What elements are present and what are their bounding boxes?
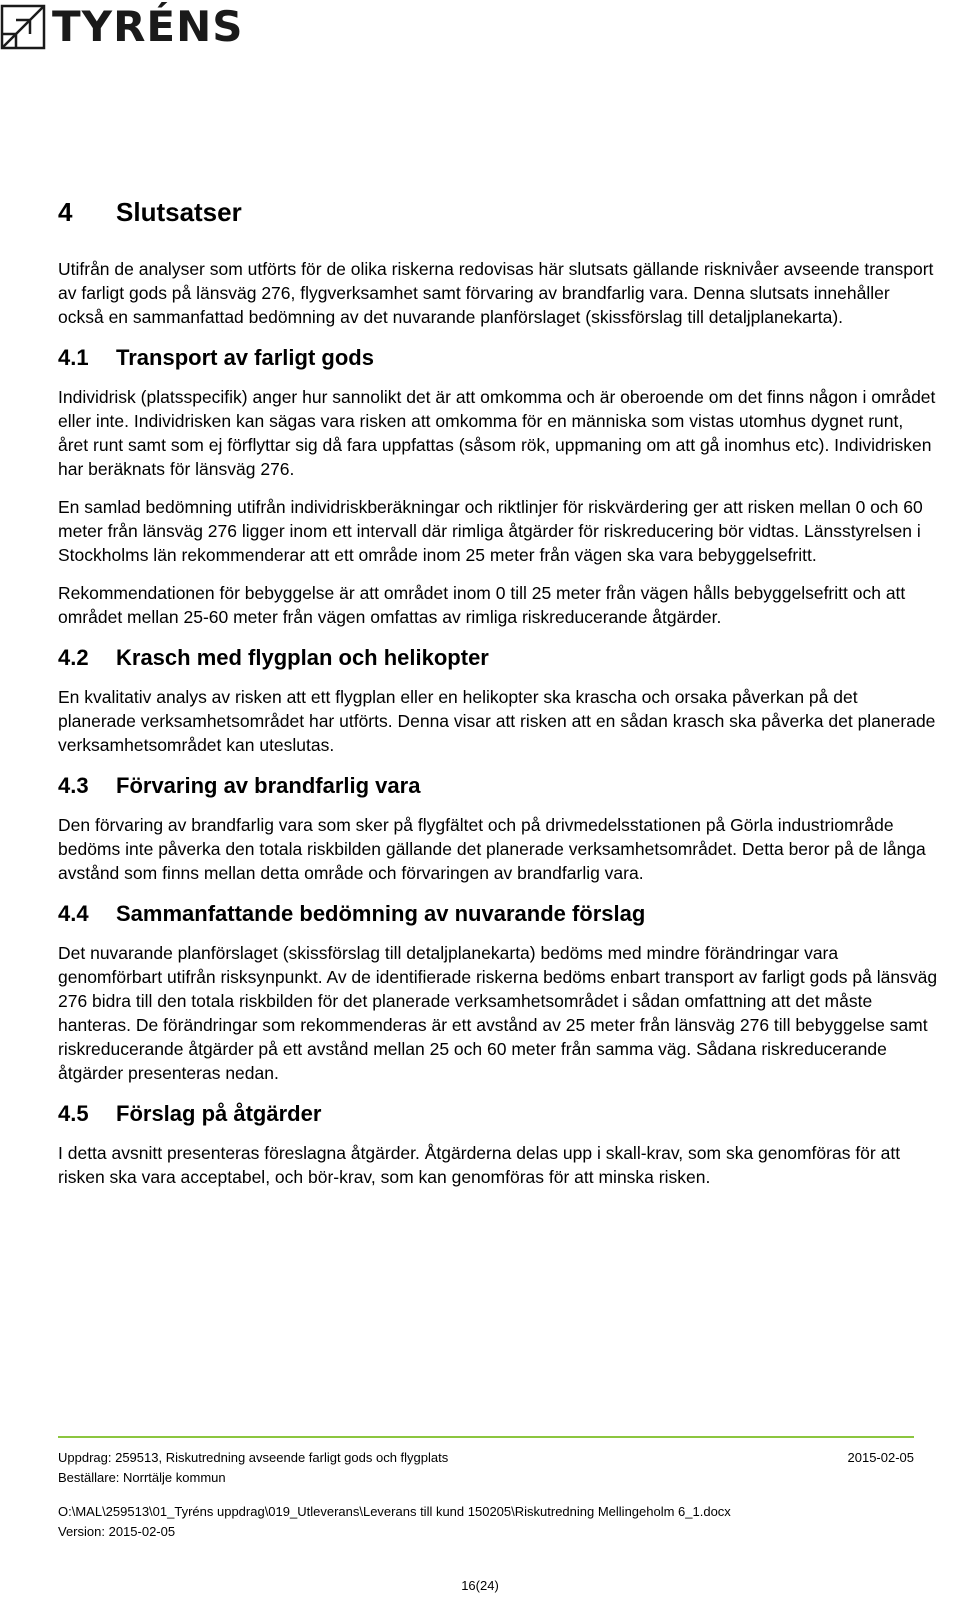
paragraph: Individrisk (platsspecifik) anger hur sannolikt det är att omkomma och är oberoende om det finns någon i området eller inte. Individrisken kan sägas vara risken att omkomma för en människa som vistas utomhus dygnet runt, året runt samt som ej förflyttar sig då fara uppfattas (såsom rök, uppmaning om att gå inomhus etc). Individrisken har beräknats för länsväg 276.: [58, 387, 936, 479]
footer-date: 2015-02-05: [847, 1450, 914, 1465]
paragraph: En kvalitativ analys av risken att ett flygplan eller en helikopter ska krascha och orsaka påverkan på det planerade verksamhetsområdet har utförts. Denna visar att risken att en sådan krasch ska påverka det planerade verksamhetsområdet kan uteslutas.: [58, 687, 936, 755]
page-number: 16(24): [461, 1578, 499, 1593]
document-body: [58, 195, 938, 1203]
section-number: 4.4: [58, 901, 89, 926]
section-heading: [58, 771, 938, 801]
footer-version: Version: 2015-02-05: [58, 1524, 176, 1539]
section-heading: [58, 343, 938, 373]
footer-divider: [58, 1436, 914, 1438]
logo-wordmark: TYRÉNS: [52, 2, 244, 51]
chapter-number: 4: [58, 197, 73, 227]
section-title: Förvaring av brandfarlig vara: [116, 773, 421, 798]
section-4-4: [58, 899, 938, 1085]
footer-client: Beställare: Norrtälje kommun: [58, 1470, 226, 1485]
footer-file-path: O:\MAL\259513\01_Tyréns uppdrag\019_Utleverans\Leverans till kund 150205\Riskutredning Mellingeholm 6_1.docx: [58, 1504, 731, 1519]
chapter-title: Slutsatser: [116, 197, 242, 227]
section-number: 4.2: [58, 645, 89, 670]
paragraph: Rekommendationen för bebyggelse är att området inom 0 till 25 meter från vägen hålls bebyggelsefritt och att området mellan 25-60 meter från vägen omfattas av rimliga riskreducerande åtgärder.: [58, 583, 906, 627]
footer-assignment-row: [58, 1448, 914, 1468]
paragraph: Den förvaring av brandfarlig vara som sker på flygfältet och på drivmedelsstationen på Görla industriområde bedöms inte påverka den totala riskbilden gällande det planerade verksamhetsområdet. Detta beror på de långa avstånd som finns mellan detta område och förvaringen av brandfarlig vara.: [58, 815, 926, 883]
section-heading: [58, 643, 938, 673]
tyrens-logo-mark-icon: [0, 4, 46, 50]
footer-assignment: Uppdrag: 259513, Riskutredning avseende farligt gods och flygplats: [58, 1450, 449, 1465]
chapter-intro: Utifrån de analyser som utförts för de olika riskerna redovisas här slutsats gällande risknivåer avseende transport av farligt gods på länsväg 276, flygverksamhet samt förvaring av brandfarlig vara. Denna slutsats innehåller också en sammanfattad bedömning av det nuvarande planförslaget (skissförslag till detaljplanekarta).: [58, 259, 934, 327]
section-title: Krasch med flygplan och helikopter: [116, 645, 489, 670]
chapter-heading: [58, 195, 938, 229]
section-title: Transport av farligt gods: [116, 345, 374, 370]
section-heading: [58, 899, 938, 929]
section-number: 4.1: [58, 345, 89, 370]
section-heading: [58, 1099, 938, 1129]
paragraph: I detta avsnitt presenteras föreslagna åtgärder. Åtgärderna delas upp i skall-krav, som ska genomföras för att risken ska vara acceptabel, och bör-krav, som kan genomföras för att minska risken.: [58, 1143, 901, 1187]
section-title: Förslag på åtgärder: [116, 1101, 322, 1126]
section-number: 4.3: [58, 773, 89, 798]
section-4-3: [58, 771, 938, 885]
paragraph: Det nuvarande planförslaget (skissförslag till detaljplanekarta) bedöms med mindre förändringar vara genomförbart utifrån risksynpunkt. Av de identifierade riskerna bedöms enbart transport av farligt gods på länsväg 276 bidra till den totala riskbilden för det planerade verksamhetsområdet i sådan omfattning att det måste hanteras. De förändringar som rekommenderas är ett avstånd av 25 meter från länsväg 276 till bebyggelse samt riskreducerande åtgärder på ett avstånd mellan 25 och 60 meter från samma väg. Sådana riskreducerande åtgärder presenteras nedan.: [58, 943, 938, 1083]
company-logo: [0, 4, 244, 50]
section-4-5: [58, 1099, 938, 1189]
section-title: Sammanfattande bedömning av nuvarande förslag: [116, 901, 646, 926]
section-4-2: [58, 643, 938, 757]
page-footer: [58, 1436, 914, 1542]
paragraph: En samlad bedömning utifrån individriskberäkningar och riktlinjer för riskvärdering ger att risken mellan 0 och 60 meter från länsväg 276 ligger inom ett intervall där rimliga åtgärder för riskreducering bör vidtas. Länsstyrelsen i Stockholms län rekommenderar att ett område inom 25 meter från vägen ska vara bebyggelsefritt.: [58, 497, 923, 565]
section-number: 4.5: [58, 1101, 89, 1126]
section-4-1: [58, 343, 938, 629]
